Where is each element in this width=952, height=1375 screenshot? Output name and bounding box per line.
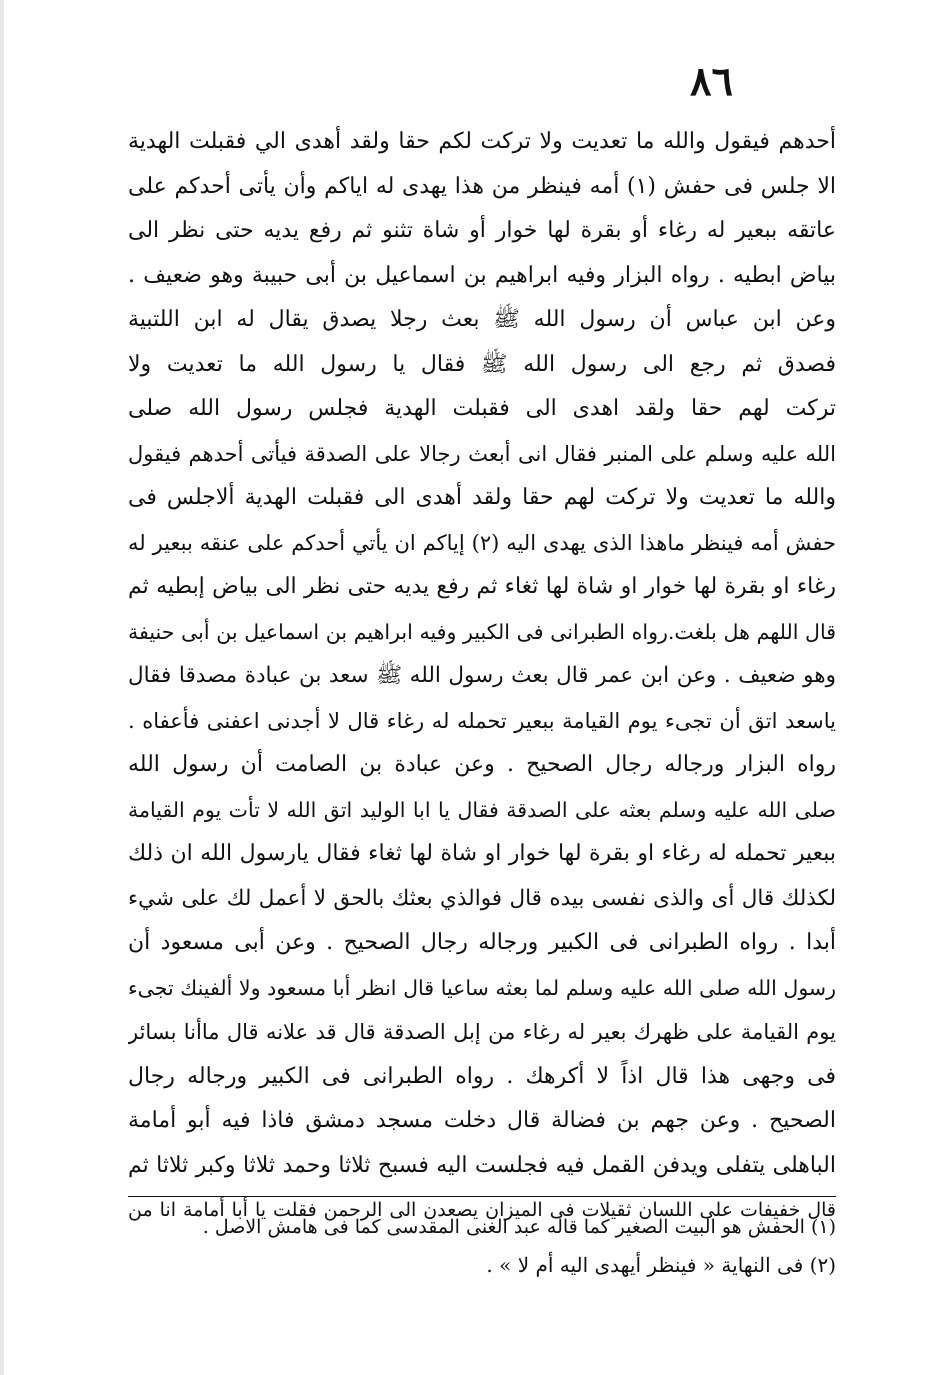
body-text (128, 120, 836, 1233)
text-line: يوم القيامة على ظهرك بعير له رغاء من إبل الصدقة قال قد علانه قال ماأنا بسائر (128, 1020, 836, 1044)
text-line: بياض ابطيه . رواه البزار وفيه ابراهيم بن اسماعيل بن أبى حبيبة وهو ضعيف . (128, 262, 836, 288)
text-line: حفش أمه فينظر ماهذا الذى يهدى اليه (٢) إياكم ان يأتي أحدكم على عنقه ببعير له (128, 530, 836, 555)
text-line: أبدا . رواه الطبرانى فى الكبير ورجاله رجال الصحيح . وعن أبى مسعود أن (128, 930, 836, 955)
page-number: ٨٦ (690, 58, 733, 105)
text-line: الصحيح . وعن جهم بن فضالة قال دخلت مسجد دمشق فاذا فيه أبو أمامة (128, 1108, 836, 1133)
text-line: أحدهم فيقول والله ما تعديت ولا تركت لكم حقا ولقد أهدى الي فقبلت الهدية (128, 129, 836, 154)
footnote-1: (١) الحفش هو البيت الصغير كما قاله عبد الغنى المقدسى كما فى هامش الاصل . (202, 1216, 836, 1238)
text-line: فصدق ثم رجع الى رسول الله ﷺ فقال يا رسول الله ما تعديت ولا (128, 351, 836, 377)
text-line: الا جلس فى حفش (١) أمه فينظر من هذا يهدى له اياكم وأن يأتى أحدكم على (128, 173, 836, 199)
text-line: لكذلك قال أى والذى نفسى بيده قال فوالذي بعثك بالحق لا أعمل لك على شيء (128, 885, 836, 911)
footnotes (200, 1208, 836, 1284)
text-line: وهو ضعيف . وعن ابن عمر قال بعث رسول الله ﷺ سعد بن عبادة مصدقا فقال (128, 663, 836, 688)
page-edge (0, 0, 4, 1375)
text-line: صلى الله عليه وسلم بعثه على الصدقة فقال يا ابا الوليد اتق الله لا تأت يوم القيامة (128, 797, 836, 822)
text-line: قال اللهم هل بلغت.رواه الطبرانى فى الكبير وفيه ابراهيم بن اسماعيل بن أبى حنيفة (128, 619, 836, 644)
text-line: عاتقه ببعير له رغاء أو بقرة لها خوار أو شاة تثنو ثم رفع يديه حتى نظر الى (128, 218, 836, 243)
footnote-divider (128, 1196, 836, 1197)
text-line: وعن ابن عباس أن رسول الله ﷺ بعث رجلا يصدق يقال له ابن اللتبية (128, 307, 836, 332)
text-line: ببعير تحمله له رغاء او بقرة لها خوار او شاة لها ثغاء فقال يارسول الله ان ذلك (128, 841, 836, 866)
footnote-2: (٢) فى النهاية « فينظر أيهدى اليه أم لا » . (486, 1253, 836, 1277)
text-line: رسول الله صلى الله عليه وسلم لما بعثه ساعيا قال انظر أبا مسعود ولا ألفينك تجىء (128, 975, 836, 1000)
text-line: الباهلى يتفلى ويدفن القمل فيه فجلست اليه فسبح ثلاثا وحمد ثلاثا وكبر ثلاثا ثم (128, 1152, 836, 1178)
text-line: قال خفيفات على اللسان ثقيلات فى الميزان يصعدن الى الرحمن فقلت يا أبا أمامة انا من (128, 1199, 836, 1221)
text-line: فى وجهى هذا قال اذاً لا أكرهك . رواه الطبرانى فى الكبير ورجاله رجال (128, 1063, 836, 1089)
text-line: الله عليه وسلم على المنبر فقال انى أبعث رجالا على الصدقة فيأتى أحدهم فيقول (128, 441, 836, 466)
text-line: رغاء او بقرة لها خوار او شاة لها ثغاء ثم رفع يديه حتى نظر الى بياض إبطيه ثم (128, 574, 836, 599)
text-line: تركت لهم حقا ولقد اهدى الى فقبلت الهدية فجلس رسول الله صلى (128, 396, 836, 421)
text-line: ياسعد اتق أن تجىء يوم القيامة ببعير تحمله له رغاء قال لا أجدنى اعفنى فأعفاه . (128, 708, 836, 733)
text-line: رواه البزار ورجاله رجال الصحيح . وعن عبادة بن الصامت أن رسول الله (128, 752, 836, 777)
text-line: والله ما تعديت ولا تركت لهم حقا ولقد أهدى الى فقبلت الهدية ألاجلس فى (128, 485, 836, 510)
